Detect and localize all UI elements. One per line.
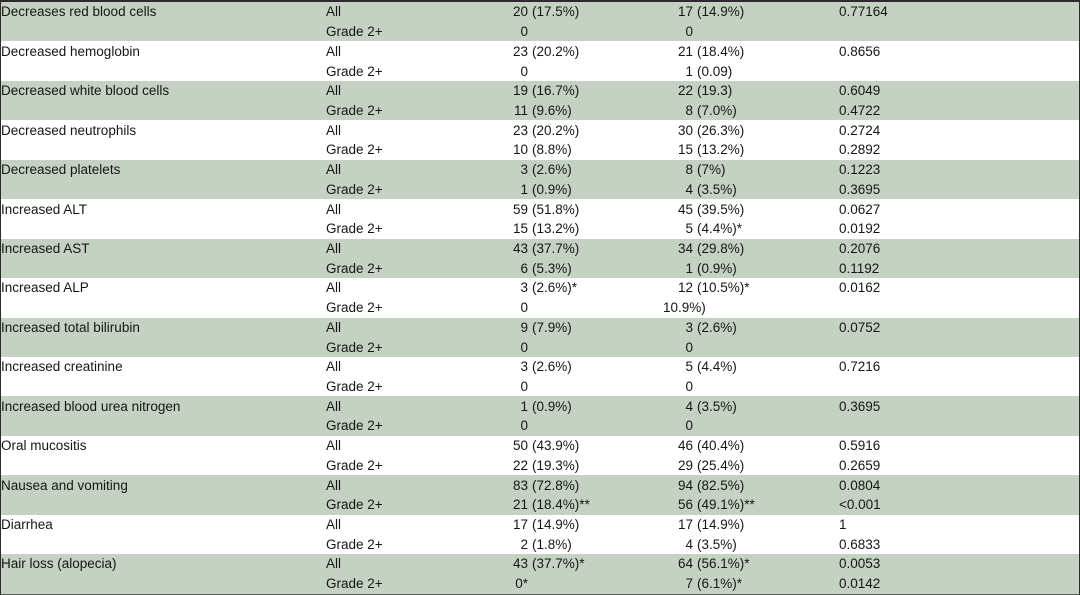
group1-value <box>498 515 663 535</box>
p-value: 0.0627 <box>839 199 1080 219</box>
table-row <box>1 219 1080 239</box>
group1-count: 0* <box>515 576 528 592</box>
adverse-event-name: Increased blood urea nitrogen <box>1 396 326 416</box>
adverse-event-name <box>1 574 326 594</box>
group1-count: 3 <box>520 162 528 178</box>
group2-count: 4 <box>685 536 693 552</box>
p-value: 0.0192 <box>839 219 1080 239</box>
group1-count: 23 <box>512 43 528 59</box>
grade-label: All <box>326 436 498 456</box>
group1-value <box>498 278 663 298</box>
p-value: 0.5916 <box>839 436 1080 456</box>
group2-count: 8 <box>685 102 693 118</box>
group1-value <box>498 81 663 101</box>
group1-percent: (0.9%) <box>532 398 572 414</box>
table-row <box>1 239 1080 259</box>
adverse-event-name <box>1 101 326 121</box>
group2-count: 10.9%) <box>663 300 706 316</box>
group2-percent: (10.5%)* <box>697 280 750 296</box>
grade-label: Grade 2+ <box>326 377 498 397</box>
group1-percent: (1.8%) <box>532 536 572 552</box>
table-row <box>1 495 1080 515</box>
adverse-events-table <box>1 2 1080 594</box>
table-row <box>1 101 1080 121</box>
group2-count: 0 <box>685 339 693 355</box>
group1-count: 0 <box>520 63 528 79</box>
group1-percent: (2.6%) <box>532 359 572 375</box>
group2-count: 17 <box>677 4 693 20</box>
grade-label: Grade 2+ <box>326 574 498 594</box>
p-value: 0.77164 <box>839 2 1080 22</box>
group1-count: 3 <box>520 280 528 296</box>
group2-value <box>663 179 839 199</box>
p-value: 0.0053 <box>839 554 1080 574</box>
group2-value <box>663 298 839 318</box>
group1-count: 59 <box>512 201 528 217</box>
group2-value <box>663 534 839 554</box>
p-value <box>839 377 1080 397</box>
group1-percent: (8.8%) <box>532 142 572 158</box>
group2-count: 0 <box>685 24 693 40</box>
table-row <box>1 396 1080 416</box>
group1-percent: (13.2%) <box>532 221 580 237</box>
group1-percent: (2.6%)* <box>532 280 578 296</box>
group2-percent: (3.5%) <box>697 398 737 414</box>
grade-label: All <box>326 357 498 377</box>
group1-count: 50 <box>512 438 528 454</box>
grade-label: All <box>326 396 498 416</box>
grade-label: Grade 2+ <box>326 337 498 357</box>
p-value: 0.2724 <box>839 120 1080 140</box>
group2-value <box>663 554 839 574</box>
adverse-event-name <box>1 495 326 515</box>
grade-label: Grade 2+ <box>326 179 498 199</box>
table-row <box>1 81 1080 101</box>
adverse-event-name: Decreased hemoglobin <box>1 41 326 61</box>
group1-count: 83 <box>512 477 528 493</box>
adverse-event-name <box>1 179 326 199</box>
grade-label: Grade 2+ <box>326 140 498 160</box>
group1-value <box>498 554 663 574</box>
group2-count: 34 <box>677 240 693 256</box>
group2-count: 1 <box>685 260 693 276</box>
group2-percent: (4.4%) <box>697 359 737 375</box>
adverse-event-name: Decreases red blood cells <box>1 2 326 22</box>
group1-count: 20 <box>512 4 528 20</box>
adverse-event-name <box>1 337 326 357</box>
grade-label: All <box>326 2 498 22</box>
group2-value <box>663 81 839 101</box>
group2-percent: (39.5%) <box>697 201 745 217</box>
group1-count: 10 <box>512 142 528 158</box>
p-value: 0.3695 <box>839 396 1080 416</box>
group2-count: 12 <box>677 280 693 296</box>
group2-value <box>663 574 839 594</box>
p-value: 0.0162 <box>839 278 1080 298</box>
group1-count: 22 <box>512 457 528 473</box>
group1-value <box>498 337 663 357</box>
adverse-event-name: Increased creatinine <box>1 357 326 377</box>
group2-value <box>663 140 839 160</box>
group2-value <box>663 278 839 298</box>
table-row <box>1 534 1080 554</box>
group2-percent: (2.6%) <box>697 319 737 335</box>
group2-value <box>663 41 839 61</box>
group2-percent: (18.4%) <box>697 43 745 59</box>
p-value: 0.2659 <box>839 456 1080 476</box>
group1-value <box>498 199 663 219</box>
group1-value <box>498 120 663 140</box>
table-row <box>1 2 1080 22</box>
group1-percent: (72.8%) <box>532 477 580 493</box>
group2-count: 0 <box>685 379 693 395</box>
group1-percent: (7.9%) <box>532 319 572 335</box>
group1-value <box>498 396 663 416</box>
grade-label: All <box>326 81 498 101</box>
group2-percent: (25.4%) <box>697 457 745 473</box>
group1-value <box>498 298 663 318</box>
group2-percent: (14.9%) <box>697 517 745 533</box>
p-value: 0.1192 <box>839 258 1080 278</box>
group1-count: 23 <box>512 122 528 138</box>
p-value: 0.2076 <box>839 239 1080 259</box>
group1-value <box>498 179 663 199</box>
group1-percent: (20.2%) <box>532 122 580 138</box>
group1-value <box>498 61 663 81</box>
group1-percent: (0.9%) <box>532 181 572 197</box>
p-value: 0.7216 <box>839 357 1080 377</box>
group2-count: 5 <box>685 359 693 375</box>
adverse-event-name <box>1 258 326 278</box>
p-value: 0.4722 <box>839 101 1080 121</box>
adverse-event-name <box>1 377 326 397</box>
table-row <box>1 199 1080 219</box>
group1-percent: (18.4%)** <box>532 497 590 513</box>
table-row <box>1 436 1080 456</box>
grade-label: All <box>326 475 498 495</box>
group1-percent: (37.7%)* <box>532 556 585 572</box>
p-value: 0.6049 <box>839 81 1080 101</box>
group1-value <box>498 377 663 397</box>
group2-count: 45 <box>677 201 693 217</box>
group2-value <box>663 357 839 377</box>
group2-percent: (13.2%) <box>697 142 745 158</box>
grade-label: All <box>326 199 498 219</box>
grade-label: All <box>326 554 498 574</box>
p-value: 0.6833 <box>839 534 1080 554</box>
table-row <box>1 278 1080 298</box>
grade-label: Grade 2+ <box>326 61 498 81</box>
table-row <box>1 22 1080 42</box>
group1-count: 19 <box>512 83 528 99</box>
p-value <box>839 61 1080 81</box>
group1-count: 15 <box>512 221 528 237</box>
adverse-event-name: Increased total bilirubin <box>1 318 326 338</box>
grade-label: Grade 2+ <box>326 534 498 554</box>
p-value: 1 <box>839 515 1080 535</box>
grade-label: Grade 2+ <box>326 298 498 318</box>
group2-percent: (7.0%) <box>697 102 737 118</box>
table-row <box>1 357 1080 377</box>
group2-count: 1 <box>685 63 693 79</box>
group2-count: 17 <box>677 517 693 533</box>
group1-count: 11 <box>513 102 528 118</box>
adverse-event-name: Increased AST <box>1 239 326 259</box>
group2-value <box>663 101 839 121</box>
group1-percent: (37.7%) <box>532 240 580 256</box>
group2-value <box>663 416 839 436</box>
group2-value <box>663 318 839 338</box>
p-value: 0.0752 <box>839 318 1080 338</box>
table-row <box>1 416 1080 436</box>
group2-count: 30 <box>677 122 693 138</box>
table-row <box>1 574 1080 594</box>
group1-percent: (2.6%) <box>532 162 572 178</box>
grade-label: Grade 2+ <box>326 416 498 436</box>
adverse-event-name: Nausea and vomiting <box>1 475 326 495</box>
adverse-event-name: Increased ALP <box>1 278 326 298</box>
group2-value <box>663 199 839 219</box>
group1-count: 43 <box>512 240 528 256</box>
table-row <box>1 456 1080 476</box>
p-value <box>839 298 1080 318</box>
group1-count: 0 <box>520 24 528 40</box>
adverse-events-table-body <box>1 2 1080 594</box>
table-row <box>1 337 1080 357</box>
group2-value <box>663 2 839 22</box>
group1-count: 21 <box>512 497 528 513</box>
table-row <box>1 258 1080 278</box>
adverse-event-name: Decreased white blood cells <box>1 81 326 101</box>
adverse-event-name: Oral mucositis <box>1 436 326 456</box>
group2-percent: (7%) <box>697 162 726 178</box>
table-row <box>1 475 1080 495</box>
group2-percent: (29.8%) <box>697 240 745 256</box>
group1-percent: (19.3%) <box>532 457 580 473</box>
group1-count: 2 <box>520 536 528 552</box>
group2-count: 64 <box>677 556 693 572</box>
group2-count: 8 <box>685 162 693 178</box>
group1-count: 0 <box>520 379 528 395</box>
p-value <box>839 337 1080 357</box>
group2-percent: (0.9%) <box>697 260 737 276</box>
group1-percent: (43.9%) <box>532 438 580 454</box>
adverse-event-name <box>1 534 326 554</box>
group1-count: 17 <box>512 517 528 533</box>
p-value: 0.0142 <box>839 574 1080 594</box>
group2-count: 21 <box>677 43 693 59</box>
group1-value <box>498 239 663 259</box>
p-value: <0.001 <box>839 495 1080 515</box>
group1-count: 6 <box>520 260 528 276</box>
group1-percent: (17.5%) <box>532 4 580 20</box>
group1-value <box>498 534 663 554</box>
group2-count: 56 <box>677 497 693 513</box>
grade-label: Grade 2+ <box>326 101 498 121</box>
table-row <box>1 61 1080 81</box>
adverse-event-name <box>1 22 326 42</box>
group2-value <box>663 120 839 140</box>
group2-value <box>663 515 839 535</box>
group2-value <box>663 239 839 259</box>
grade-label: Grade 2+ <box>326 495 498 515</box>
group1-value <box>498 2 663 22</box>
table-row <box>1 160 1080 180</box>
group2-count: 46 <box>677 438 693 454</box>
group2-percent: (19.3) <box>697 83 733 99</box>
group2-value <box>663 61 839 81</box>
group1-value <box>498 258 663 278</box>
group2-value <box>663 396 839 416</box>
p-value: 0.2892 <box>839 140 1080 160</box>
adverse-event-name: Hair loss (alopecia) <box>1 554 326 574</box>
group1-count: 43 <box>512 556 528 572</box>
grade-label: All <box>326 318 498 338</box>
group1-value <box>498 495 663 515</box>
group2-value <box>663 258 839 278</box>
group2-value <box>663 475 839 495</box>
group1-percent: (51.8%) <box>532 201 580 217</box>
p-value: 0.0804 <box>839 475 1080 495</box>
table-row <box>1 179 1080 199</box>
table-row <box>1 120 1080 140</box>
table-row <box>1 41 1080 61</box>
table-row <box>1 140 1080 160</box>
group1-percent: (16.7%) <box>532 83 580 99</box>
table-row <box>1 318 1080 338</box>
group1-percent: (20.2%) <box>532 43 580 59</box>
group2-value <box>663 160 839 180</box>
p-value: 0.3695 <box>839 179 1080 199</box>
group1-percent: (5.3%) <box>532 260 572 276</box>
group2-percent: (3.5%) <box>697 181 737 197</box>
adverse-event-name: Increased ALT <box>1 199 326 219</box>
group2-percent: (4.4%)* <box>697 221 743 237</box>
adverse-event-name <box>1 219 326 239</box>
group1-count: 0 <box>520 418 528 434</box>
group1-count: 1 <box>520 181 528 197</box>
adverse-event-name: Diarrhea <box>1 515 326 535</box>
grade-label: Grade 2+ <box>326 258 498 278</box>
adverse-event-name <box>1 298 326 318</box>
grade-label: All <box>326 239 498 259</box>
group1-value <box>498 456 663 476</box>
group2-count: 4 <box>685 181 693 197</box>
grade-label: Grade 2+ <box>326 219 498 239</box>
group1-count: 1 <box>520 398 528 414</box>
group1-value <box>498 416 663 436</box>
grade-label: All <box>326 120 498 140</box>
group1-count: 3 <box>520 359 528 375</box>
group2-percent: (40.4%) <box>697 438 745 454</box>
group1-value <box>498 219 663 239</box>
group1-value <box>498 140 663 160</box>
table-row <box>1 377 1080 397</box>
table-row <box>1 515 1080 535</box>
adverse-event-name <box>1 61 326 81</box>
group2-count: 7 <box>685 576 693 592</box>
adverse-event-name <box>1 416 326 436</box>
adverse-event-name: Decreased platelets <box>1 160 326 180</box>
group1-value <box>498 101 663 121</box>
p-value <box>839 416 1080 436</box>
table-row <box>1 554 1080 574</box>
p-value: 0.1223 <box>839 160 1080 180</box>
group1-count: 0 <box>520 300 528 316</box>
group2-count: 3 <box>685 319 693 335</box>
group2-percent: (82.5%) <box>697 477 745 493</box>
group1-value <box>498 22 663 42</box>
group1-percent: (14.9%) <box>532 517 580 533</box>
group1-count: 9 <box>520 319 528 335</box>
group2-percent: (14.9%) <box>697 4 745 20</box>
group2-value <box>663 377 839 397</box>
table-row <box>1 298 1080 318</box>
group2-count: 0 <box>685 418 693 434</box>
group2-value <box>663 456 839 476</box>
adverse-event-name: Decreased neutrophils <box>1 120 326 140</box>
group2-count: 5 <box>685 221 693 237</box>
group2-count: 22 <box>677 83 693 99</box>
adverse-event-name <box>1 140 326 160</box>
group1-value <box>498 41 663 61</box>
group2-count: 29 <box>677 457 693 473</box>
group1-value <box>498 318 663 338</box>
group2-value <box>663 337 839 357</box>
group1-count: 0 <box>520 339 528 355</box>
group2-count: 4 <box>685 398 693 414</box>
group1-percent: (9.6%) <box>532 102 572 118</box>
group2-value <box>663 22 839 42</box>
group2-value <box>663 495 839 515</box>
group2-percent: (49.1%)** <box>697 497 755 513</box>
group2-count: 94 <box>677 477 693 493</box>
group2-count: 15 <box>677 142 693 158</box>
group1-value <box>498 574 663 594</box>
group2-percent: (0.09) <box>697 63 733 79</box>
group1-value <box>498 436 663 456</box>
p-value: 0.8656 <box>839 41 1080 61</box>
group2-percent: (3.5%) <box>697 536 737 552</box>
group2-percent: (56.1%)* <box>697 556 750 572</box>
grade-label: All <box>326 41 498 61</box>
adverse-event-name <box>1 456 326 476</box>
grade-label: Grade 2+ <box>326 22 498 42</box>
grade-label: All <box>326 278 498 298</box>
grade-label: Grade 2+ <box>326 456 498 476</box>
group2-value <box>663 219 839 239</box>
group1-value <box>498 475 663 495</box>
grade-label: All <box>326 515 498 535</box>
group1-value <box>498 357 663 377</box>
group2-value <box>663 436 839 456</box>
grade-label: All <box>326 160 498 180</box>
group2-percent: (26.3%) <box>697 122 745 138</box>
group1-value <box>498 160 663 180</box>
p-value <box>839 22 1080 42</box>
group2-percent: (6.1%)* <box>697 576 743 592</box>
